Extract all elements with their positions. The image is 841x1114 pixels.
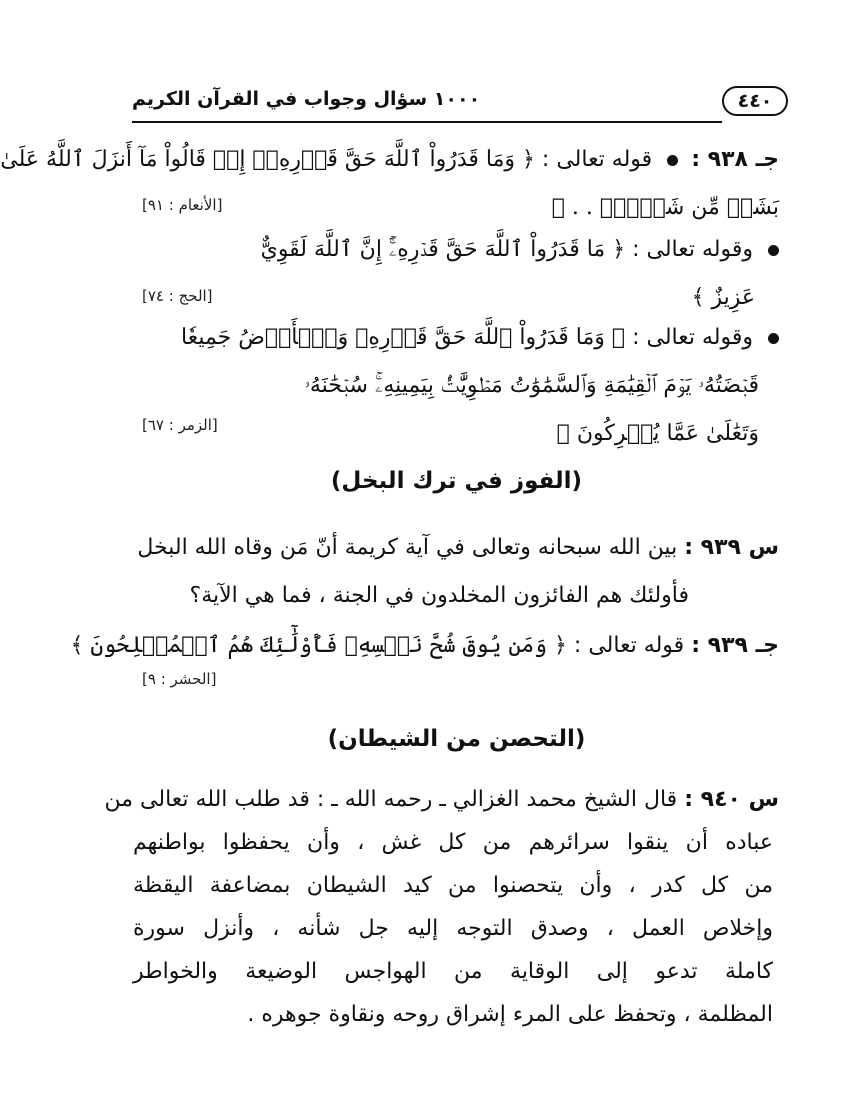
paragraph-line: من كل كدر ، وأن يتحصنوا من كيد الشيطان بمضاعفة اليقظة (133, 873, 773, 898)
question-940-paragraph (133, 821, 773, 1036)
answer-intro: قوله تعالى : (541, 147, 653, 172)
section-heading: (الفوز في ترك البخل) (330, 468, 583, 494)
verse-reference: [الأنعام : ٩١] (142, 196, 223, 214)
paragraph-line: عباده أن ينقوا سرائرهم من كل غش ، وأن يحفظوا بواطنهم (133, 830, 773, 855)
paragraph-line: قال الشيخ محمد الغزالي ـ رحمه الله ـ : قد طلب الله تعالى من (104, 787, 678, 812)
question-939 (119, 524, 779, 620)
answer-938-item-3 (119, 314, 779, 458)
quran-verse: ﴿ وَمَن يُوقَ شُحَّ نَفۡسِهِۦ فَأُوْلَٰٓئِكَ هُمُ ٱلۡمُفۡلِحُونَ ﴾ (70, 633, 567, 658)
question-940-first-line (104, 778, 779, 821)
book-title: ١٠٠٠ سؤال وجواب في القرآن الكريم (132, 88, 481, 110)
verse-reference: [الزمر : ٦٧] (142, 416, 218, 434)
answer-intro: وقوله تعالى : (632, 325, 753, 350)
answer-intro: وقوله تعالى : (632, 237, 753, 262)
page-header (132, 86, 788, 120)
quran-verse: وَتَعَٰلَىٰ عَمَّا يُشۡرِكُونَ ﴾ (556, 421, 759, 446)
answer-939 (70, 622, 779, 670)
quran-verse: بَشَرٖ مِّن شَيۡءٖۗ . . ﴾ (551, 195, 779, 220)
answer-intro: قوله تعالى : (573, 633, 685, 658)
quran-verse: ﴿ وَمَا قَدَرُواْ ٱللَّهَ حَقَّ قَدۡرِهِۦ وَٱلۡأَرۡضُ جَمِيعٗا (181, 325, 626, 350)
quran-verse: عَزِيزٌ ﴾ (691, 285, 755, 310)
question-text: بين الله سبحانه وتعالى في آية كريمة أنّ مَن وقاه الله البخل (137, 535, 678, 560)
verse-reference: [الحج : ٧٤] (142, 287, 213, 305)
paragraph-line: كاملة تدعو إلى الوقاية من الهواجس الوضيعة والخواطر (133, 959, 773, 984)
bullet-icon (768, 333, 779, 344)
quran-verse: قَبۡضَتُهُۥ يَوۡمَ ٱلۡقِيَٰمَةِ وَٱلسَّمَٰوَٰتُ مَطۡوِيَّٰتُۢ بِيَمِينِهِۦۚ سُبۡحَٰنَهُۥ (304, 373, 759, 398)
answer-label: جـ ٩٣٨ : (691, 147, 779, 172)
verse-reference: [الحشر : ٩] (142, 670, 217, 688)
answer-938-item-2 (119, 226, 779, 322)
bullet-icon (667, 155, 678, 166)
quran-verse: ﴿ وَمَا قَدَرُواْ ٱللَّهَ حَقَّ قَدۡرِهِۦٓ إِذۡ قَالُواْ مَآ أَنزَلَ ٱللَّهُ عَلَىٰ (0, 147, 535, 172)
answer-label: جـ ٩٣٩ : (691, 633, 779, 658)
question-label: س ٩٤٠ : (684, 787, 779, 812)
question-label: س ٩٣٩ : (684, 535, 779, 560)
paragraph-line: المظلمة ، وتحفظ على المرء إشراق روحه ونقاوة جوهره . (247, 1002, 773, 1027)
question-text: فأولئك هم الفائزون المخلدون في الجنة ، فما هي الآية؟ (189, 583, 689, 608)
quran-verse: ﴿ مَا قَدَرُواْ ٱللَّهَ حَقَّ قَدۡرِهِۦٓۚ إِنَّ ٱللَّهَ لَقَوِيٌّ (260, 237, 626, 262)
page-number: ٤٤٠ (722, 86, 788, 116)
answer-938-item-1 (0, 136, 779, 232)
bullet-icon (768, 245, 779, 256)
section-heading: (التحصن من الشيطان) (327, 726, 586, 752)
header-rule (132, 121, 722, 123)
paragraph-line: وإخلاص العمل ، وصدق التوجه إليه جل شأنه ، وأنزل سورة (133, 916, 773, 941)
